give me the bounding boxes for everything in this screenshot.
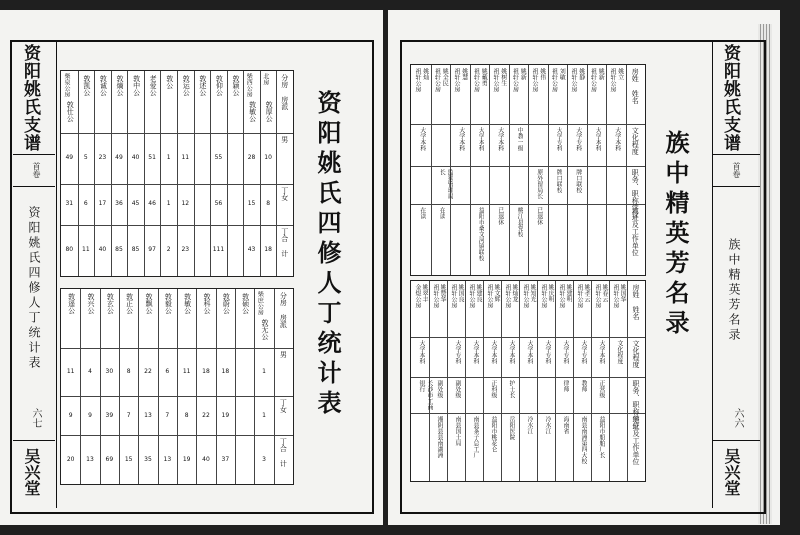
column-line — [626, 65, 627, 275]
female-count: 56 — [214, 200, 223, 208]
branch-label: 柴西公房 — [245, 73, 253, 97]
member-name: 敦颖公 — [232, 75, 240, 96]
education: 中教一级 — [516, 126, 524, 151]
volume-label: 首卷 — [732, 162, 741, 178]
male-count: 11 — [181, 154, 190, 162]
row-line — [61, 184, 293, 185]
branch-label: 祖轩公房 — [589, 68, 597, 92]
branch-label: 祖轩公房 — [540, 284, 547, 308]
education: 大学本科 — [598, 340, 605, 364]
table-header: 房姓 姓名 — [632, 284, 640, 320]
position: 长沙市工商银行 — [418, 380, 433, 410]
member-name: 敦厚公 — [265, 101, 274, 122]
branch-label: 祖轩公房 — [468, 284, 475, 308]
branch-label: 祖轩公房 — [550, 68, 558, 92]
female-count: 17 — [98, 200, 107, 208]
table-header: 分房 房派 — [279, 292, 288, 328]
male-count: 22 — [144, 367, 152, 375]
education: 大学专科 — [562, 340, 569, 364]
margin-divider — [56, 42, 57, 508]
member-name: 姚赞华 — [439, 284, 446, 302]
column-line — [235, 289, 236, 484]
total-count: 37 — [221, 455, 230, 463]
branch-label: 祖轩公房 — [432, 284, 439, 308]
branch-label: 祖轩公房 — [570, 68, 577, 92]
table-header: 文化程度 — [631, 126, 640, 155]
member-name: 敦凯公 — [82, 75, 91, 96]
total-count: 40 — [98, 246, 107, 254]
work-address: 已退休 — [535, 206, 543, 225]
education: 大学本科 — [508, 340, 515, 364]
male-count: 1 — [166, 154, 171, 162]
table-header: 丁合 计 — [280, 227, 289, 257]
member-name: 姚文辉 — [493, 284, 500, 302]
member-name: 敦熵公 — [116, 75, 124, 96]
member-name: 敦正公 — [125, 293, 134, 314]
male-count: 1 — [262, 367, 266, 375]
branch-label: 祖轩公房 — [433, 68, 441, 92]
total-count: 85 — [115, 246, 123, 254]
margin-rule-mid — [13, 186, 55, 187]
member-name: 姚新 — [597, 68, 605, 80]
table-header: 文化程度 — [632, 340, 640, 368]
population-table-lower — [60, 288, 294, 485]
member-name: 姚翠丰 — [421, 284, 428, 302]
member-name: 敦蔚公 — [222, 293, 231, 314]
table-header: 丁女 — [279, 399, 288, 414]
female-count: 1 — [262, 411, 266, 419]
member-name: 敦仰公 — [215, 75, 224, 96]
column-line — [489, 65, 490, 275]
margin-rule-top — [713, 154, 760, 155]
work-address: 海南省 — [562, 416, 569, 434]
work-address: 湘阴县县南湖洲 — [436, 416, 443, 458]
column-line — [177, 71, 178, 276]
education: 大学本科 — [418, 126, 426, 151]
male-count: 40 — [131, 154, 140, 162]
education: 大学本科 — [613, 126, 621, 151]
member-name: 敦敏公 — [183, 293, 192, 314]
column-line — [501, 281, 502, 481]
table-header: 男 — [279, 350, 288, 358]
total-count: 18 — [264, 246, 272, 254]
member-name: 敦公 — [165, 75, 174, 89]
column-line — [274, 289, 275, 484]
member-name: 姚全民 — [441, 68, 449, 86]
member-name: 姚戴勇 — [480, 68, 488, 86]
member-name: 姚建良 — [475, 284, 482, 302]
member-name: 敦硕公 — [241, 293, 250, 314]
male-count: 30 — [105, 367, 114, 375]
total-count: 43 — [247, 246, 256, 254]
column-line — [276, 71, 277, 276]
member-name: 姚春云 — [601, 284, 608, 302]
member-name: 敦飘公 — [145, 293, 153, 314]
margin-rule-top — [13, 154, 55, 155]
branch-label: 祖轩公房 — [450, 284, 457, 308]
column-line — [94, 71, 95, 276]
member-name: 姚庆明 — [547, 284, 554, 302]
column-line — [528, 65, 529, 275]
total-count: 35 — [144, 455, 152, 463]
member-name: 姚灿 — [421, 68, 429, 80]
table-header: 丁女 — [280, 186, 289, 201]
hall-name: 吴兴堂 — [722, 448, 741, 496]
column-line — [537, 281, 538, 481]
position: 牌口联校 — [574, 168, 582, 193]
column-line — [606, 65, 607, 275]
row-line — [411, 377, 645, 378]
position: 原外留局长 — [535, 168, 543, 199]
member-name: 敦仕公 — [66, 101, 75, 122]
position: 副处级 — [436, 380, 443, 398]
section-title-vertical: 族中精英芳名录 — [727, 238, 741, 343]
member-name: 姚灿龙 — [511, 284, 518, 302]
branch-label: 祖轩公房 — [609, 68, 616, 92]
member-name: 姚国良 — [457, 284, 464, 302]
education: 文化程度 — [616, 340, 623, 364]
total-count: 97 — [148, 246, 156, 254]
education: 大学本科 — [594, 126, 602, 151]
column-line — [160, 71, 161, 276]
population-table-upper — [60, 70, 294, 277]
column-line — [555, 281, 556, 481]
page-number: 六七 — [30, 408, 41, 428]
education: 大学本科 — [472, 340, 479, 364]
total-count: 23 — [181, 246, 190, 254]
margin-rule-bottom — [713, 440, 760, 441]
member-name: 姚静 — [577, 68, 585, 80]
table-header: 职务、职称学位 — [631, 168, 640, 218]
total-count: 85 — [131, 246, 140, 254]
male-count: 55 — [214, 154, 223, 162]
column-line — [470, 65, 471, 275]
position: 护士长 — [508, 380, 515, 398]
male-count: 49 — [115, 154, 123, 162]
member-name: 敦述公 — [198, 75, 207, 96]
branch-label: 金煜公房 — [414, 284, 421, 308]
work-address: 在读 — [438, 206, 446, 219]
work-address: 冷水江 — [544, 416, 551, 434]
branch-label: 柴庶公房 — [256, 291, 264, 315]
member-name: 姚伟 — [538, 68, 546, 80]
branch-label: 祖轩公房 — [486, 284, 493, 308]
education: 大学本科 — [418, 340, 425, 364]
total-count: 15 — [124, 455, 133, 463]
page-number: 六六 — [732, 408, 743, 428]
member-name: 姚国华 — [619, 284, 626, 302]
right-page — [388, 10, 780, 525]
male-count: 18 — [202, 367, 210, 375]
female-count: 9 — [68, 411, 73, 419]
position: 正科级 — [490, 380, 497, 398]
member-name: 姚孝云 — [583, 284, 590, 302]
male-count: 28 — [247, 154, 256, 162]
education: 大学本科 — [490, 340, 497, 364]
work-address: 桃江县党校 — [516, 206, 524, 237]
male-count: 5 — [83, 154, 88, 162]
section-title-vertical: 资阳姚氏四修人丁统计表 — [27, 206, 41, 371]
branch-label: 祖轩公房 — [576, 284, 583, 308]
male-count: 6 — [165, 367, 170, 375]
education: 大学本科 — [457, 126, 465, 151]
total-count: 20 — [66, 455, 75, 463]
margin-divider — [712, 42, 713, 508]
female-count: 31 — [65, 200, 74, 208]
male-count: 10 — [264, 154, 272, 162]
female-count: 19 — [221, 411, 230, 419]
female-count: 1 — [166, 200, 171, 208]
female-count: 46 — [148, 200, 156, 208]
male-count: 49 — [65, 154, 74, 162]
position: 正营级 — [598, 380, 605, 398]
column-line — [111, 71, 112, 276]
row-line — [411, 204, 645, 205]
position: 律师 — [562, 380, 569, 392]
column-line — [78, 71, 79, 276]
education: 大学本科 — [526, 340, 533, 364]
female-count: 22 — [202, 411, 210, 419]
branch-label: 祖轩公房 — [453, 68, 460, 92]
table-header: 地址及工作单位 — [631, 206, 640, 256]
male-count: 4 — [88, 367, 92, 375]
row-line — [411, 124, 645, 125]
column-line — [210, 71, 211, 276]
female-count: 13 — [144, 411, 152, 419]
column-line — [567, 65, 568, 275]
elite-table-upper — [410, 64, 646, 276]
member-name: 敦遥公 — [67, 293, 76, 314]
member-name: 敦诚公 — [99, 75, 108, 96]
member-name: 敦兴公 — [87, 293, 95, 314]
row-line — [411, 166, 645, 167]
volume-label: 首卷 — [32, 162, 41, 178]
row-line — [61, 435, 293, 436]
member-name: 刘敏 — [558, 68, 566, 80]
work-address: 岳阳医院 — [508, 416, 515, 440]
member-name: 敦敏公 — [248, 101, 257, 122]
running-head: 资阳姚氏支谱 — [20, 44, 40, 152]
work-address: 益阳市桃花仑 — [490, 416, 497, 452]
column-line — [627, 281, 628, 481]
education: 大学本科 — [477, 126, 485, 151]
branch-label: 北房 — [261, 73, 269, 85]
female-count: 8 — [266, 200, 271, 208]
column-line — [609, 281, 610, 481]
education: 大学专科 — [574, 126, 582, 151]
female-count: 12 — [181, 200, 190, 208]
branch-label: 祖轩公房 — [414, 68, 421, 92]
work-address: 南县国土局 — [454, 416, 461, 446]
female-count: 7 — [126, 411, 131, 419]
education: 大学专科 — [544, 340, 551, 364]
margin-rule-mid — [713, 186, 760, 187]
position: 教师 — [580, 380, 587, 392]
hall-name: 吴兴堂 — [22, 448, 41, 496]
education: 大学专科 — [555, 126, 563, 151]
column-line — [591, 281, 592, 481]
margin-rule-bottom — [13, 440, 55, 441]
total-count: 3 — [262, 455, 266, 463]
total-count: 2 — [166, 246, 171, 254]
table-header: 男 — [280, 135, 289, 143]
male-count: 8 — [126, 367, 131, 375]
total-count: 69 — [105, 455, 114, 463]
total-count: 40 — [202, 455, 210, 463]
branch-label: 祖轩公房 — [531, 68, 538, 92]
table-header: 地址及工作单位 — [632, 416, 640, 465]
column-line — [194, 71, 195, 276]
education: 大学专科 — [580, 340, 587, 364]
row-line — [61, 225, 293, 226]
female-count: 45 — [131, 200, 140, 208]
column-line — [587, 65, 588, 275]
total-count: 80 — [65, 246, 74, 254]
branch-label: 祖轩公房 — [472, 68, 480, 92]
row-line — [61, 348, 293, 349]
male-count: 18 — [221, 367, 230, 375]
branch-label: 祖轩公房 — [558, 284, 565, 308]
male-count: 11 — [66, 367, 75, 375]
position: 监狱管理局长 — [438, 168, 454, 199]
row-line — [411, 337, 645, 338]
member-name: 敦中公 — [132, 75, 141, 96]
member-name: 姚立 — [616, 68, 624, 80]
branch-label: 祖轩公房 — [511, 68, 519, 92]
table-header: 职务、职称学位 — [632, 380, 640, 429]
member-name: 姚树生 — [499, 68, 507, 86]
left-page — [0, 10, 383, 525]
work-address: 南县南洲第四大校 — [580, 416, 587, 464]
page-title: 族中精英芳名录 — [661, 130, 690, 340]
row-line — [411, 413, 645, 414]
member-name: 敦无公 — [261, 319, 269, 340]
column-line — [243, 71, 244, 276]
column-line — [447, 281, 448, 481]
column-line — [144, 71, 145, 276]
male-count: 51 — [148, 154, 156, 162]
branch-label: 柴泉公房 — [62, 73, 70, 97]
member-name: 姚知光 — [529, 284, 536, 302]
male-count: 11 — [182, 367, 191, 375]
work-address: 冷水江 — [526, 416, 533, 434]
female-count: 15 — [247, 200, 256, 208]
table-header: 房姓 姓名 — [631, 68, 640, 104]
total-count: 13 — [163, 455, 172, 463]
position: 副处级 — [454, 380, 461, 398]
column-line — [519, 281, 520, 481]
female-count: 39 — [105, 411, 114, 419]
page-title: 资阳姚氏四修人丁统计表 — [313, 90, 342, 420]
female-count: 6 — [83, 200, 88, 208]
member-name: 敦科公 — [203, 293, 211, 314]
column-line — [127, 71, 128, 276]
member-name: 敦运公 — [182, 75, 191, 96]
position: 牌口联校 — [555, 168, 563, 193]
column-line — [509, 65, 510, 275]
column-line — [548, 65, 549, 275]
branch-label: 祖轩公房 — [492, 68, 499, 92]
column-line — [465, 281, 466, 481]
row-line — [61, 396, 293, 397]
elite-table-lower — [410, 280, 646, 482]
member-name: 老爱公 — [149, 75, 158, 96]
branch-label: 祖轩公房 — [522, 284, 529, 308]
member-name: 姚建明 — [565, 284, 572, 302]
member-name: 姚新 — [519, 68, 527, 80]
work-address: 南县茶子总工厂 — [472, 416, 479, 458]
work-address: 益阳市桑文河镇联校 — [477, 206, 485, 261]
female-count: 36 — [115, 200, 123, 208]
column-line — [431, 65, 432, 275]
branch-label: 祖轩公房 — [594, 284, 601, 308]
female-count: 8 — [184, 411, 189, 419]
running-head: 资阳姚氏支谱 — [720, 44, 740, 152]
row-line — [61, 133, 293, 134]
total-count: 111 — [212, 246, 225, 254]
work-address: 益阳市船舶厂长 — [598, 416, 605, 458]
total-count: 13 — [86, 455, 94, 463]
male-count: 23 — [98, 154, 107, 162]
column-line — [260, 71, 261, 276]
column-line — [483, 281, 484, 481]
member-name: 敦毅公 — [164, 293, 173, 314]
education: 大学本科 — [496, 126, 504, 151]
branch-label: 祖轩公房 — [612, 284, 619, 308]
education: 大学专科 — [454, 340, 461, 364]
member-name: 敦玄公 — [106, 293, 115, 314]
table-header: 分房 房派 — [280, 74, 289, 110]
total-count: 11 — [82, 246, 90, 254]
female-count: 9 — [88, 411, 92, 419]
work-address: 已退休 — [496, 206, 504, 225]
branch-label: 祖轩公房 — [504, 284, 511, 308]
member-name: 姚慧 — [460, 68, 468, 80]
column-line — [573, 281, 574, 481]
work-address: 在读 — [418, 206, 426, 219]
female-count: 7 — [165, 411, 170, 419]
column-line — [227, 71, 228, 276]
total-count: 19 — [182, 455, 191, 463]
table-header: 丁合 计 — [279, 438, 288, 468]
